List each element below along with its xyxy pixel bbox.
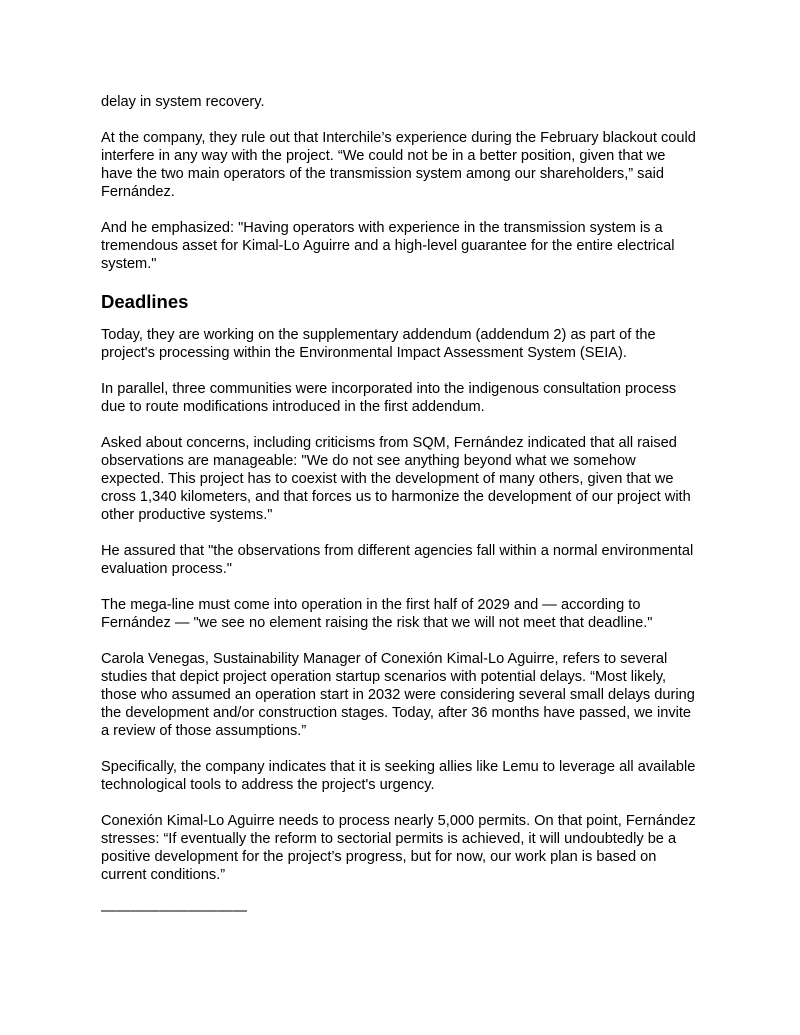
- paragraph: The mega-line must come into operation in the first half of 2029 and — according to Fernández — "we see no element raising the risk that we will not meet that deadline.": [101, 597, 653, 631]
- paragraph: Asked about concerns, including criticisms from SQM, Fernández indicated that all raised observations are manageable: "We do not see anything beyond what we somehow expected. This project has to coexist with the development of many others, given that we cross 1,340 kilometers, and that forces us to harmonize the development of our project with other productive systems.": [101, 435, 691, 523]
- paragraph: And he emphasized: "Having operators with experience in the transmission system is a tremendous asset for Kimal-Lo Aguirre and a high-level guarantee for the entire electrical system.": [101, 220, 675, 272]
- document-page: [101, 93, 701, 920]
- paragraph: Specifically, the company indicates that it is seeking allies like Lemu to leverage all available technological tools to address the project's urgency.: [101, 759, 696, 793]
- paragraph: He assured that "the observations from different agencies fall within a normal environmental evaluation process.": [101, 543, 694, 577]
- paragraph: In parallel, three communities were incorporated into the indigenous consultation process due to route modifications introduced in the first addendum.: [101, 381, 677, 415]
- paragraph: At the company, they rule out that Interchile’s experience during the February blackout could interfere in any way with the project. “We could not be in a better position, given that we have the two main operators of the transmission system among our shareholders,” said Fernández.: [101, 130, 696, 200]
- section-heading: Deadlines: [101, 291, 189, 312]
- paragraph: Conexión Kimal-Lo Aguirre needs to process nearly 5,000 permits. On that point, Fernández stresses: “If eventually the reform to sectorial permits is achieved, it will undoubtedly be a positive development for the project’s progress, but for now, our work plan is based on current conditions.”: [101, 813, 696, 883]
- paragraph: Carola Venegas, Sustainability Manager of Conexión Kimal-Lo Aguirre, refers to several studies that depict project operation startup scenarios with potential delays. “Most likely, those who assumed an operation start in 2032 were considering several small delays during the development and/or construction stages. Today, after 36 months have passed, we invite a review of those assumptions.”: [101, 651, 695, 739]
- paragraph: Today, they are working on the supplementary addendum (addendum 2) as part of the project's processing within the Environmental Impact Assessment System (SEIA).: [101, 327, 656, 361]
- section-divider: ——————————: [101, 903, 247, 919]
- paragraph: delay in system recovery.: [101, 94, 265, 110]
